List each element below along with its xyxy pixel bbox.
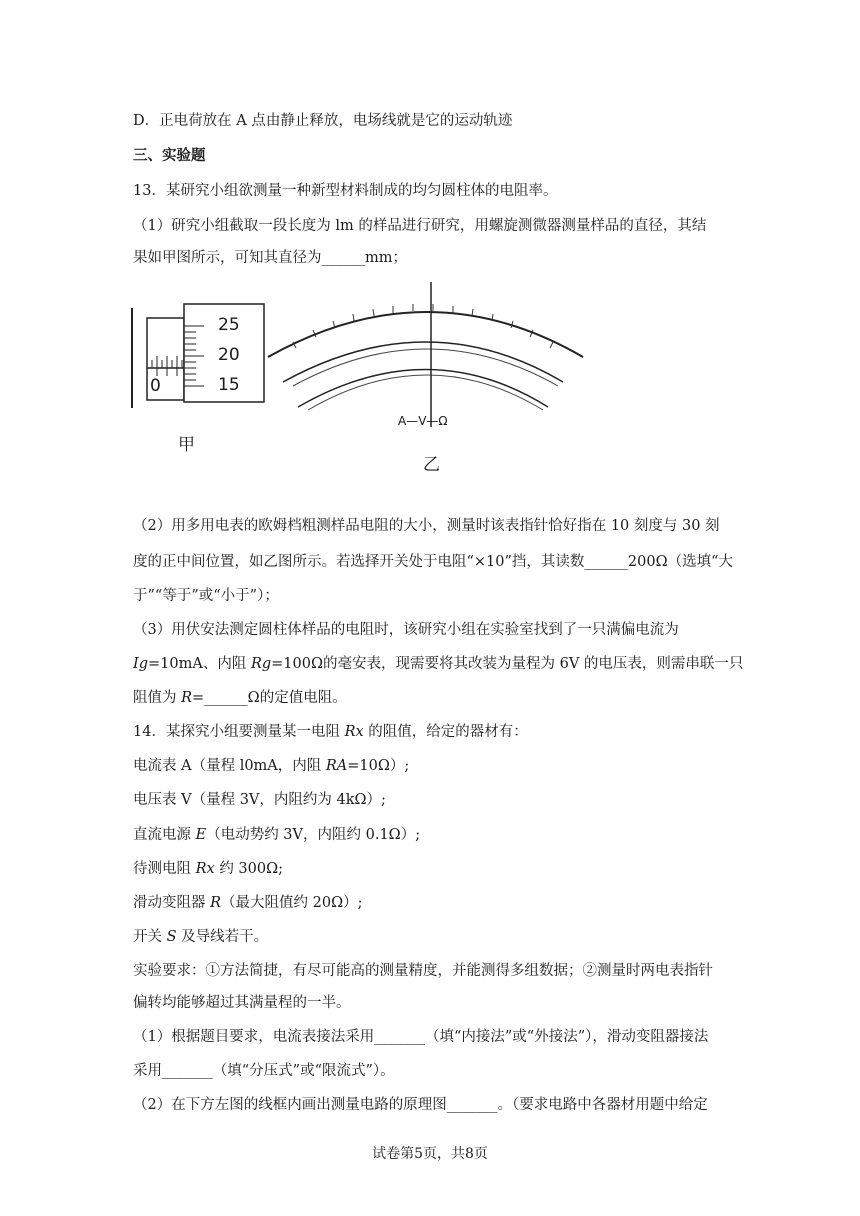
q14-item-voltmeter: 电压表 V（量程 3V，内阻约为 4kΩ）; [133, 792, 386, 808]
q14-item-resistor: 待测电阻 Rx 约 300Ω; [133, 861, 284, 877]
q14-req-line1: 实验要求：①方法简捷，有尽可能高的测量精度，并能测得多组数据；②测量时两电表指针 [133, 963, 713, 979]
symbol-rg: Rg [250, 656, 272, 672]
multimeter-scale-figure [263, 282, 593, 432]
q13-part2-line1: （2）用多用电表的欧姆档粗测样品电阻的大小，测量时该表指针恰好指在 10 刻度与 30 刻 [133, 518, 720, 534]
q13-stem: 13．某研究小组欲测量一种新型材料制成的均匀圆柱体的电阻率。 [133, 183, 558, 199]
q13-part2-line3: 于”“等于”或“小于”）； [133, 588, 279, 604]
symbol-r: R [181, 690, 193, 706]
page-footer: 试卷第5页，共8页 [372, 1146, 488, 1162]
q14-item-source: 直流电源 E（电动势约 3V，内阻约 0.1Ω）; [133, 827, 421, 843]
q14-item-switch: 开关 S 及导线若干。 [133, 929, 269, 945]
micrometer-label-20: 20 [218, 345, 240, 365]
q14-item-rheostat: 滑动变阻器 R（最大阻值约 20Ω）; [133, 895, 363, 911]
q13-part2-line2: 度的正中间位置，如乙图所示。若选择开关处于电阻“×10”挡，其读数______200Ω（选填“大 [133, 554, 734, 570]
micrometer-label-15: 15 [218, 375, 240, 395]
q14-stem: 14．某探究小组要测量某一电阻 Rx 的阻值，给定的器材有： [133, 724, 528, 740]
q13-part1-line2: 果如甲图所示，可知其直径为______mm； [133, 250, 407, 266]
micrometer-zero: 0 [150, 376, 161, 396]
q13-part3-line3: 阻值为 R=______Ω的定值电阻。 [133, 690, 347, 706]
q14-part2-line1: （2）在下方左图的线框内画出测量电路的原理图_______。（要求电路中各器材用题中给定 [133, 1097, 708, 1113]
q14-part1-line1: （1）根据题目要求，电流表接法采用_______（填“内接法”或“外接法”），滑动变阻器接法 [133, 1029, 709, 1045]
meter-label: A—V—Ω [398, 414, 448, 428]
q14-item-ammeter: 电流表 A（量程 l0mA，内阻 RA=10Ω）; [133, 758, 410, 774]
q13-part3-line2: Ig=10mA、内阻 Rg=100Ω的毫安表，现需要将其改装为量程为 6V 的电压表，则需串联一只 [133, 656, 744, 672]
option-d: D．正电荷放在 A 点由静止释放，电场线就是它的运动轨迹 [133, 113, 513, 129]
q14-req-line2: 偏转均能够超过其满量程的一半。 [133, 995, 351, 1011]
q14-part1-line2: 采用_______（填“分压式”或“限流式”）。 [133, 1063, 395, 1079]
section-title: 三、实验题 [133, 147, 206, 164]
figure-jia-caption: 甲 [178, 435, 195, 455]
micrometer-label-25: 25 [218, 315, 240, 335]
q13-part3-line1: （3）用伏安法测定圆柱体样品的电阻时，该研究小组在实验室找到了一只满偏电流为 [133, 622, 679, 638]
figure-yi-caption: 乙 [423, 455, 440, 475]
symbol-ig: Ig [133, 656, 149, 672]
q13-part1-line1: （1）研究小组截取一段长度为 lm 的样品进行研究，用螺旋测微器测量样品的直径，其结 [133, 218, 707, 234]
